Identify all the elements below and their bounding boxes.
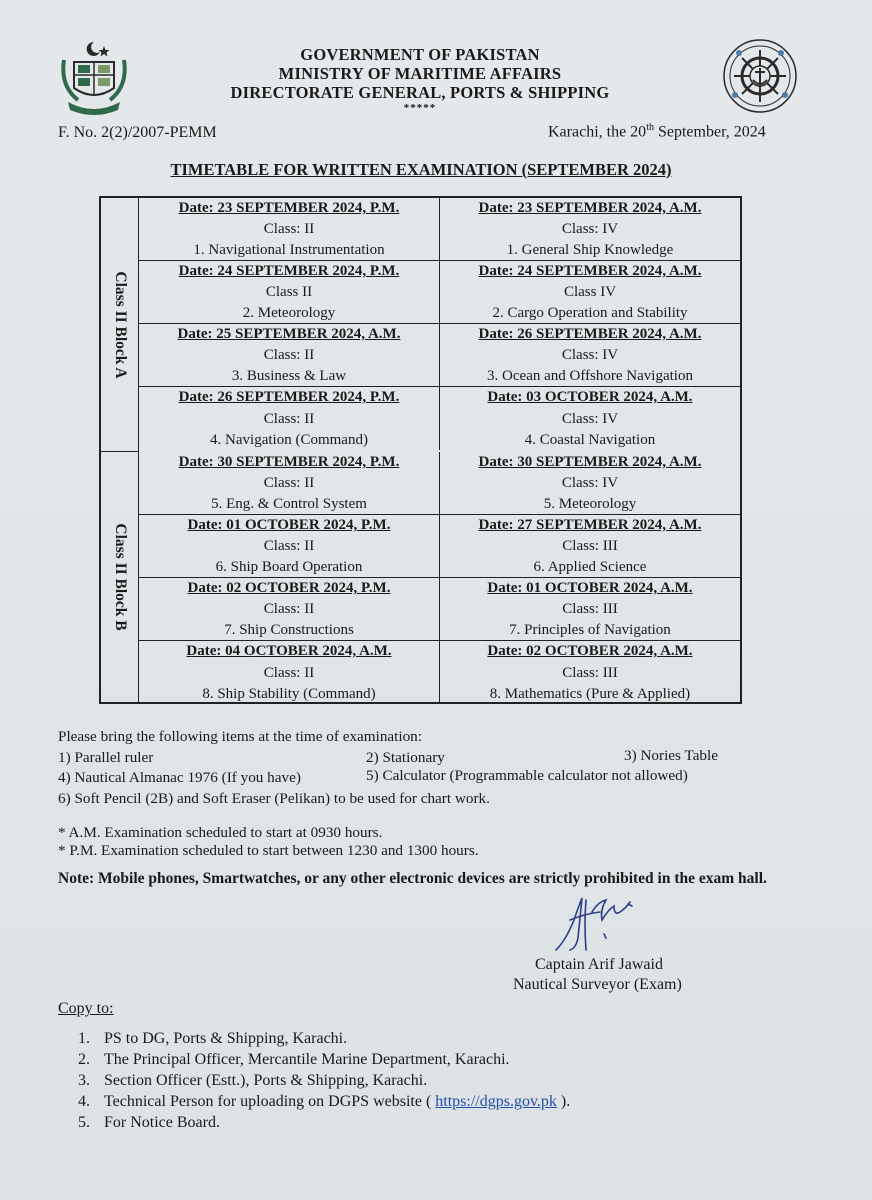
exam-date: Date: 23 SEPTEMBER 2024, P.M. [178, 200, 400, 216]
class-ii-exam-cell [139, 578, 440, 640]
copy-to-text-after: ). [556, 1093, 571, 1110]
timetable-row [139, 452, 740, 515]
exam-date: Date: 25 SEPTEMBER 2024, A.M. [177, 326, 401, 342]
exam-class: Class: II [263, 475, 315, 491]
exam-subject: 3. Ocean and Offshore Navigation [487, 368, 693, 384]
header-stars: ***** [403, 102, 437, 114]
copy-to-text: Section Officer (Estt.), Ports & Shipping, Karachi. [104, 1072, 428, 1089]
exam-date: Date: 04 OCTOBER 2024, A.M. [186, 643, 392, 659]
ship-wheel-anchor-seal-icon [722, 38, 798, 114]
block-b-column [101, 452, 139, 702]
senior-class-exam-cell [440, 515, 740, 577]
date-month-year: September, 2024 [653, 123, 766, 141]
place-and-date [548, 122, 766, 141]
timetable-row [139, 261, 740, 324]
senior-class-exam-cell [440, 261, 740, 323]
exam-class: Class: IV [561, 410, 619, 427]
copy-to-number: 1. [78, 1030, 90, 1047]
header-ministry: MINISTRY OF MARITIME AFFAIRS [278, 64, 562, 83]
timetable [99, 196, 742, 704]
class-ii-exam-cell [139, 324, 440, 386]
exam-subject: 6. Ship Board Operation [215, 559, 363, 575]
item-nories-table: 3) Nories Table [624, 747, 718, 764]
pakistan-state-emblem-icon [58, 40, 130, 118]
copy-to-number: 4. [78, 1093, 90, 1110]
exam-subject: 8. Mathematics (Pure & Applied) [489, 686, 691, 702]
exam-subject: 1. General Ship Knowledge [506, 242, 674, 258]
copy-to-heading: Copy to: [58, 1000, 114, 1017]
copy-to-item [78, 1030, 570, 1051]
item-stationary: 2) Stationary [366, 749, 445, 766]
senior-class-exam-cell [440, 578, 740, 640]
class-ii-exam-cell [139, 641, 440, 704]
exam-date: Date: 02 OCTOBER 2024, P.M. [187, 580, 391, 596]
senior-class-exam-cell [440, 452, 740, 514]
exam-date: Date: 01 OCTOBER 2024, P.M. [187, 517, 391, 533]
exam-subject: 5. Eng. & Control System [211, 496, 367, 512]
exam-subject: 5. Meteorology [543, 496, 637, 512]
class-ii-exam-cell [139, 198, 440, 260]
copy-to-item [78, 1114, 570, 1135]
exam-class: Class: IV [561, 221, 619, 237]
exam-class: Class: III [562, 664, 618, 681]
exam-class: Class: II [263, 347, 315, 363]
dgps-website-link[interactable]: https://dgps.gov.pk [435, 1093, 557, 1110]
handwritten-signature-icon [546, 890, 646, 960]
exam-class: Class II [265, 284, 313, 300]
copy-to-text: PS to DG, Ports & Shipping, Karachi. [104, 1030, 348, 1047]
exam-date: Date: 30 SEPTEMBER 2024, P.M. [178, 454, 400, 470]
pm-timing: * P.M. Examination scheduled to start between 1230 and 1300 hours. [58, 842, 479, 859]
exam-subject: 7. Principles of Navigation [509, 622, 671, 638]
block-a-column [101, 198, 139, 452]
copy-to-item [78, 1051, 570, 1072]
copy-to-text: Technical Person for uploading on DGPS website ( [104, 1093, 436, 1110]
header-directorate: DIRECTORATE GENERAL, PORTS & SHIPPING [230, 83, 610, 102]
exam-subject: 6. Applied Science [533, 559, 647, 575]
timetable-row [139, 198, 740, 261]
copy-to-text: For Notice Board. [104, 1114, 220, 1131]
exam-date: Date: 03 OCTOBER 2024, A.M. [487, 389, 693, 405]
am-timing: * A.M. Examination scheduled to start at 0930 hours. [58, 824, 383, 841]
exam-class: Class: II [263, 538, 315, 554]
block-a-label: Class II Block A [111, 270, 129, 379]
page-title: TIMETABLE FOR WRITTEN EXAMINATION (SEPTEMBER 2024) [170, 160, 672, 179]
class-ii-exam-cell [139, 515, 440, 577]
exam-date: Date: 27 SEPTEMBER 2024, A.M. [478, 517, 702, 533]
exam-date: Date: 01 OCTOBER 2024, A.M. [487, 580, 693, 596]
senior-class-exam-cell [440, 387, 740, 450]
senior-class-exam-cell [440, 641, 740, 704]
date-prefix: Karachi, the 20 [548, 123, 647, 141]
copy-to-number: 2. [78, 1051, 90, 1068]
exam-subject: 1. Navigational Instrumentation [193, 242, 385, 258]
timetable-row [139, 641, 740, 704]
exam-date: Date: 23 SEPTEMBER 2024, A.M. [478, 200, 702, 216]
exam-date: Date: 26 SEPTEMBER 2024, A.M. [478, 326, 702, 342]
exam-subject: 4. Coastal Navigation [524, 432, 656, 448]
copy-to-number: 5. [78, 1114, 90, 1131]
item-parallel-ruler: 1) Parallel ruler [58, 749, 154, 766]
copy-to-text: The Principal Officer, Mercantile Marine Department, Karachi. [104, 1051, 510, 1068]
timetable-row [139, 515, 740, 578]
copy-to-item [78, 1093, 570, 1114]
exam-subject: 7. Ship Constructions [224, 622, 354, 638]
timetable-row [139, 578, 740, 641]
class-ii-exam-cell [139, 387, 440, 450]
class-ii-exam-cell [139, 261, 440, 323]
timetable-row [139, 324, 740, 387]
exam-class: Class IV [563, 284, 617, 300]
copy-to-list [78, 1030, 570, 1135]
date-suffix-sup: th [646, 122, 654, 133]
copy-to-item [78, 1072, 570, 1093]
exam-class: Class: II [263, 221, 315, 237]
exam-class: Class: II [263, 601, 315, 617]
exam-subject: 4. Navigation (Command) [210, 432, 368, 448]
exam-date: Date: 24 SEPTEMBER 2024, A.M. [478, 263, 702, 279]
note-prohibited-devices: Note: Mobile phones, Smartwatches, or any other electronic devices are strictly prohibited in the exam hall. [58, 870, 767, 887]
exam-class: Class: III [562, 601, 618, 617]
item-soft-pencil: 6) Soft Pencil (2B) and Soft Eraser (Pelikan) to be used for chart work. [58, 790, 490, 807]
exam-subject: 2. Cargo Operation and Stability [492, 305, 688, 321]
signatory-designation: Nautical Surveyor (Exam) [513, 976, 682, 993]
exam-subject: 2. Meteorology [242, 305, 336, 321]
item-calculator: 5) Calculator (Programmable calculator not allowed) [366, 767, 688, 784]
class-ii-exam-cell [139, 452, 440, 514]
senior-class-exam-cell [440, 198, 740, 260]
signatory-name: Captain Arif Jawaid [535, 956, 663, 973]
exam-date: Date: 02 OCTOBER 2024, A.M. [487, 643, 693, 659]
timetable-row [139, 387, 740, 450]
block-b-label: Class II Block B [111, 523, 129, 631]
exam-date: Date: 30 SEPTEMBER 2024, A.M. [478, 454, 702, 470]
exam-date: Date: 26 SEPTEMBER 2024, P.M. [178, 389, 400, 405]
exam-date: Date: 24 SEPTEMBER 2024, P.M. [178, 263, 400, 279]
exam-class: Class: III [562, 538, 618, 554]
exam-class: Class: II [263, 410, 315, 427]
item-nautical-almanac: 4) Nautical Almanac 1976 (If you have) [58, 769, 301, 786]
senior-class-exam-cell [440, 324, 740, 386]
copy-to-number: 3. [78, 1072, 90, 1089]
exam-class: Class: II [263, 664, 315, 681]
exam-class: Class: IV [561, 475, 619, 491]
timetable-rows [139, 198, 740, 702]
header-government: GOVERNMENT OF PAKISTAN [300, 45, 540, 64]
exam-class: Class: IV [561, 347, 619, 363]
exam-subject: 8. Ship Stability (Command) [202, 686, 376, 702]
items-intro: Please bring the following items at the time of examination: [58, 728, 422, 745]
file-number: F. No. 2(2)/2007-PEMM [58, 124, 217, 141]
exam-subject: 3. Business & Law [231, 368, 347, 384]
